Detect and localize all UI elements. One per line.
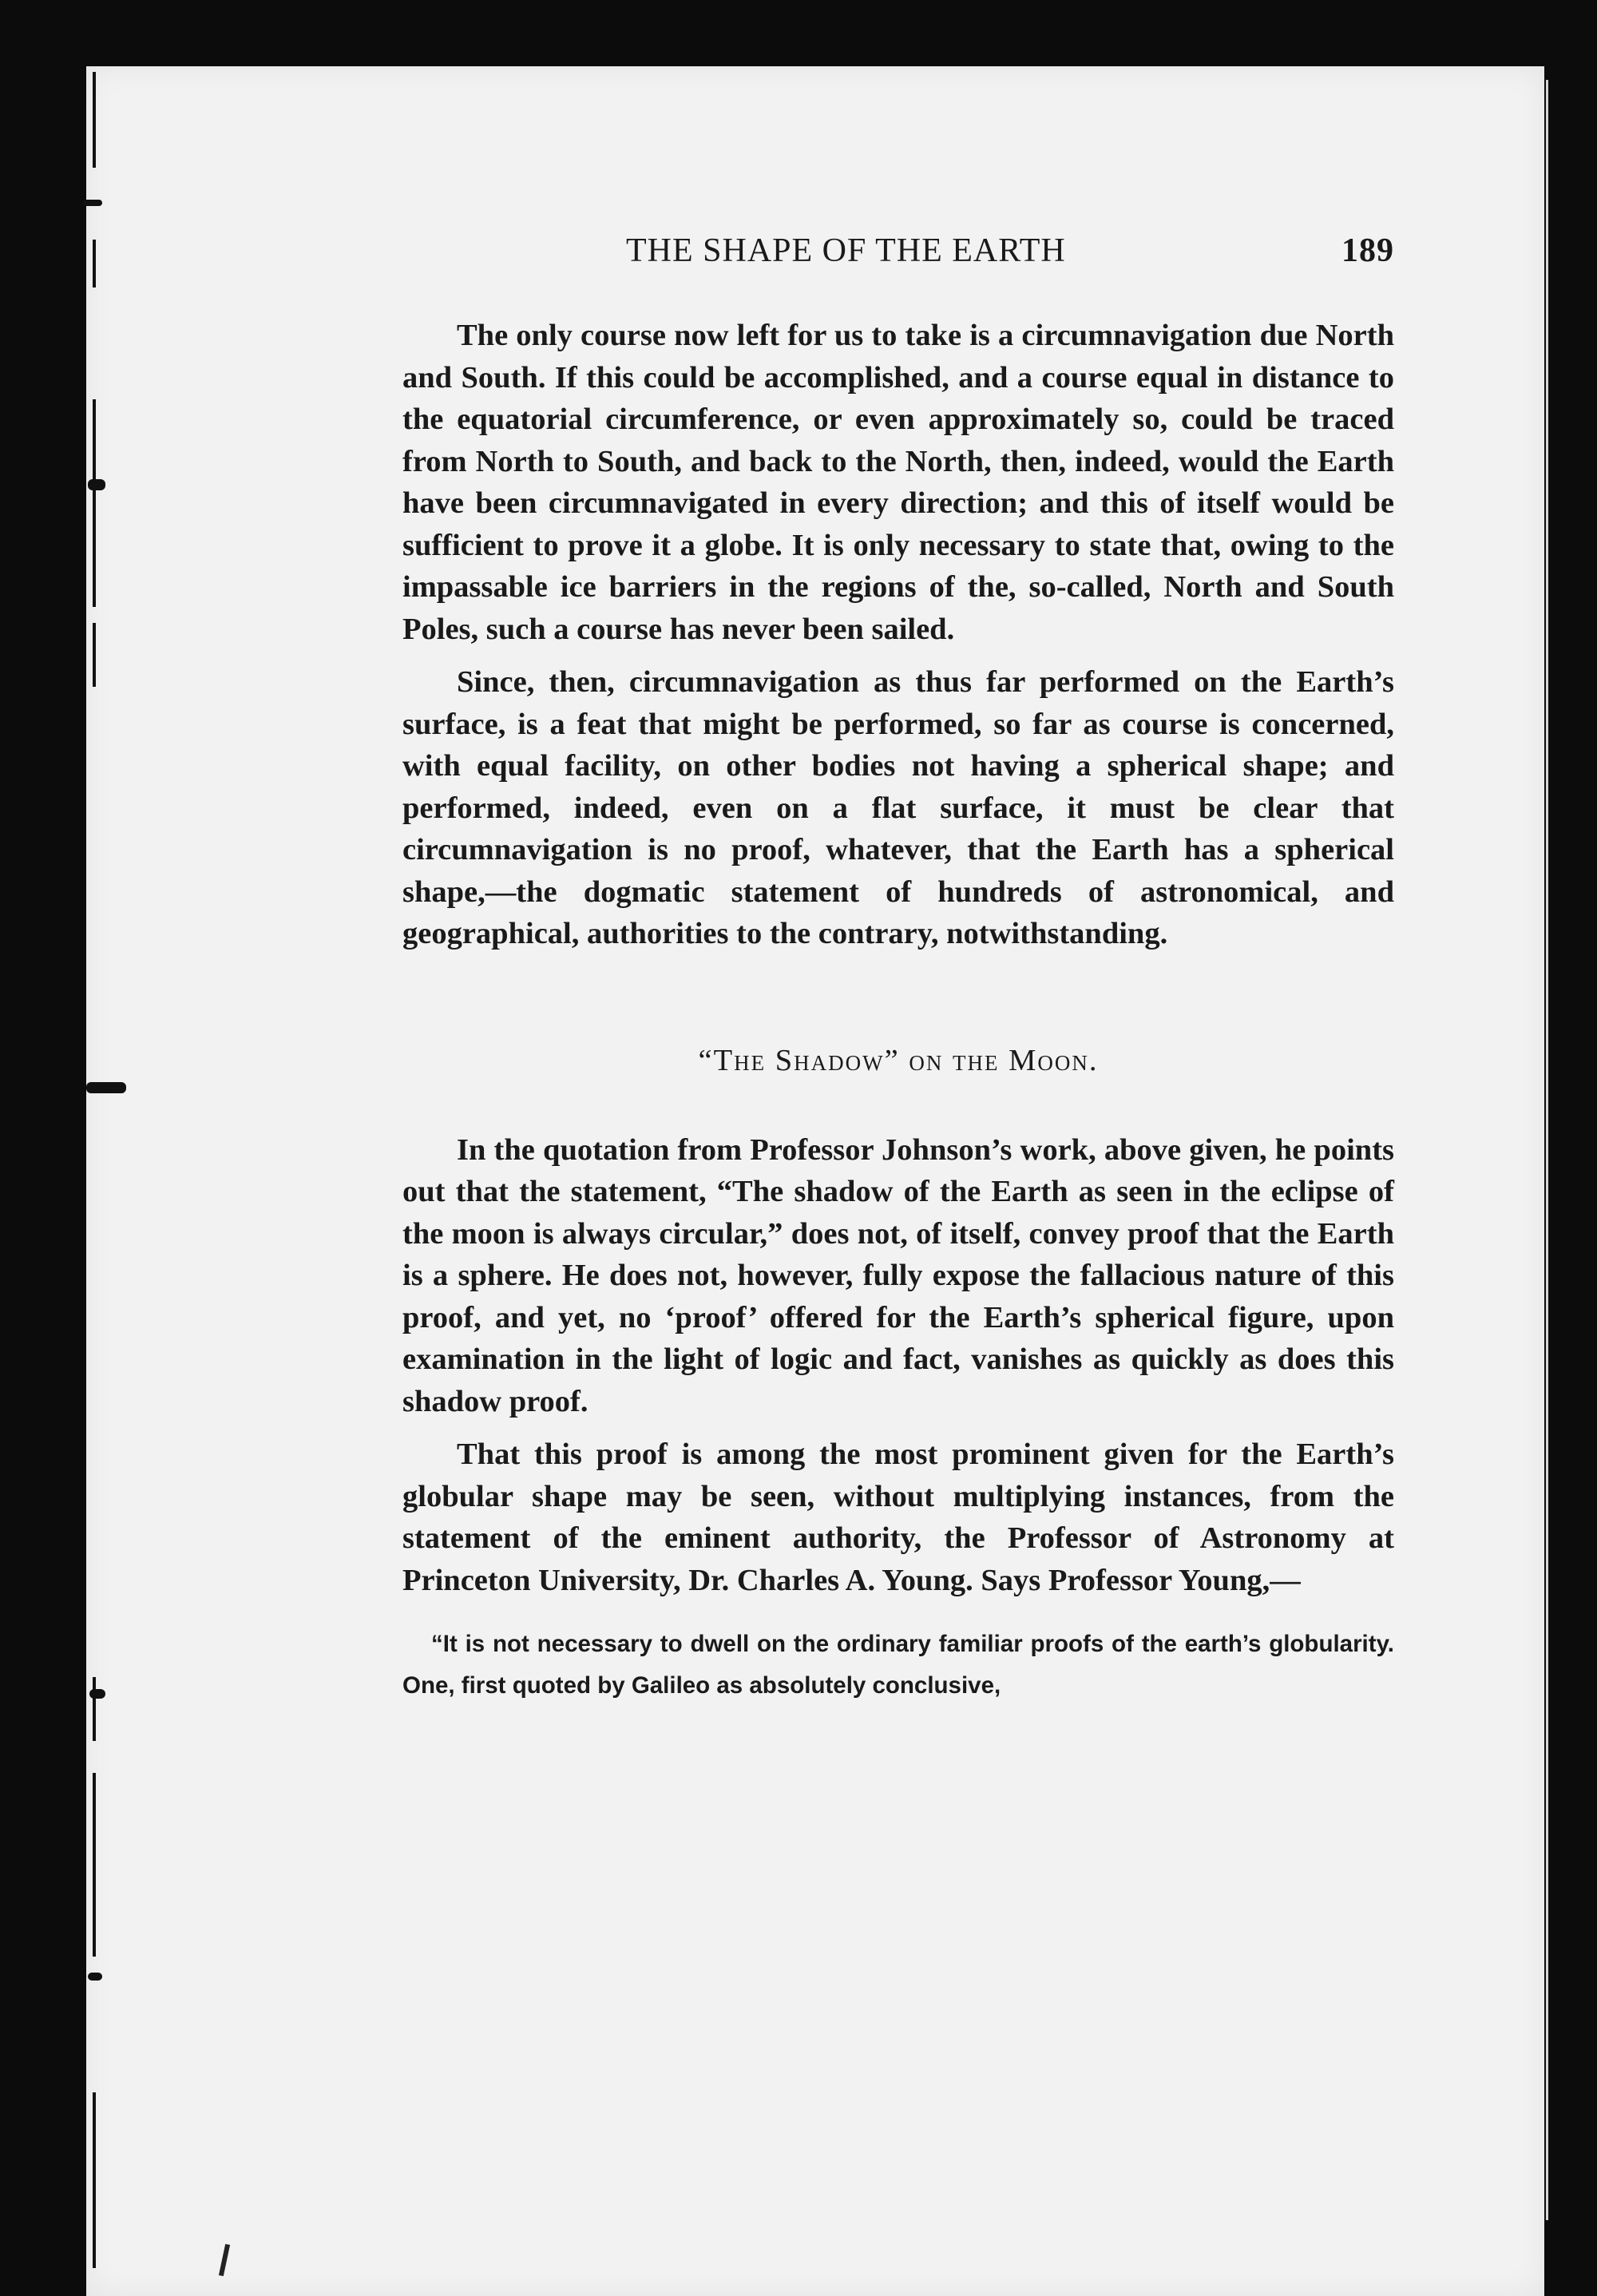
page-text-block bbox=[402, 232, 1394, 1707]
block-quote: “It is not necessary to dwell on the ordinary familiar proofs of the earth’s globularity. One, first quoted by Galileo as absolutely conclusive, bbox=[402, 1631, 1394, 1699]
page-edge-line bbox=[1546, 80, 1548, 2220]
gutter-mark bbox=[83, 200, 102, 206]
paragraph: The only course now left for us to take is a circumnavigation due North and South. If this could be accomplished, and a course equal in distance to the equatorial circumference, or even approximately so, could be traced from North to South, and back to the North, then, indeed, would the Earth have been circumnavigated in every direction; and this of itself would be sufficient to prove it a globe. It is only necessary to state that, owing to the impassable ice barriers in the regions of the, so-called, North and South Poles, such a course has never been sailed. bbox=[402, 319, 1394, 646]
page-number: 189 bbox=[1341, 232, 1394, 269]
running-title: THE SHAPE OF THE EARTH bbox=[626, 232, 1066, 269]
gutter-mark bbox=[89, 1689, 105, 1699]
gutter-mark bbox=[88, 479, 105, 490]
scan-border-right bbox=[1544, 66, 1597, 2296]
gutter-line bbox=[93, 399, 96, 607]
gutter-line bbox=[93, 2092, 96, 2268]
section-heading: “The Shadow” on the Moon. bbox=[698, 1043, 1099, 1077]
gutter-line bbox=[93, 1773, 96, 1957]
body-section-2 bbox=[402, 1129, 1394, 1602]
paragraph: That this proof is among the most prominent given for the Earth’s globular shape may be seen, without multiplying instances, from the statement of the eminent authority, the Professor of Astronomy at Princeton University, Dr. Charles A. Young. Says Professor Young,— bbox=[402, 1437, 1394, 1597]
paragraph: In the quotation from Professor Johnson’s work, above given, he points out that the statement, “The shadow of the Earth as seen in the eclipse of the moon is always circular,” does not, of itself, convey proof that the Earth is a sphere. He does not, however, fully expose the fallacious nature of this proof, and yet, no ‘proof’ offered for the Earth’s spherical figure, upon examination in the light of logic and fact, vanishes as quickly as does this shadow proof. bbox=[402, 1132, 1394, 1418]
gutter-line bbox=[93, 240, 96, 287]
gutter-line bbox=[93, 72, 96, 168]
body-section-1 bbox=[402, 315, 1394, 955]
running-header bbox=[402, 232, 1394, 280]
gutter-line bbox=[93, 1677, 96, 1741]
gutter-mark bbox=[88, 1973, 102, 1981]
gutter-mark bbox=[86, 1082, 126, 1093]
gutter-line bbox=[93, 623, 96, 687]
paragraph: Since, then, circumnavigation as thus far performed on the Earth’s surface, is a feat that might be performed, so far as course is concerned, with equal facility, on other bodies not having a spherical shape; and performed, indeed, even on a flat surface, it must be clear that circumnavigation is no proof, whatever, that the Earth has a spherical shape,—the dogmatic statement of hundreds of astronomical, and geographical, authorities to the contrary, notwithstanding. bbox=[402, 665, 1394, 950]
